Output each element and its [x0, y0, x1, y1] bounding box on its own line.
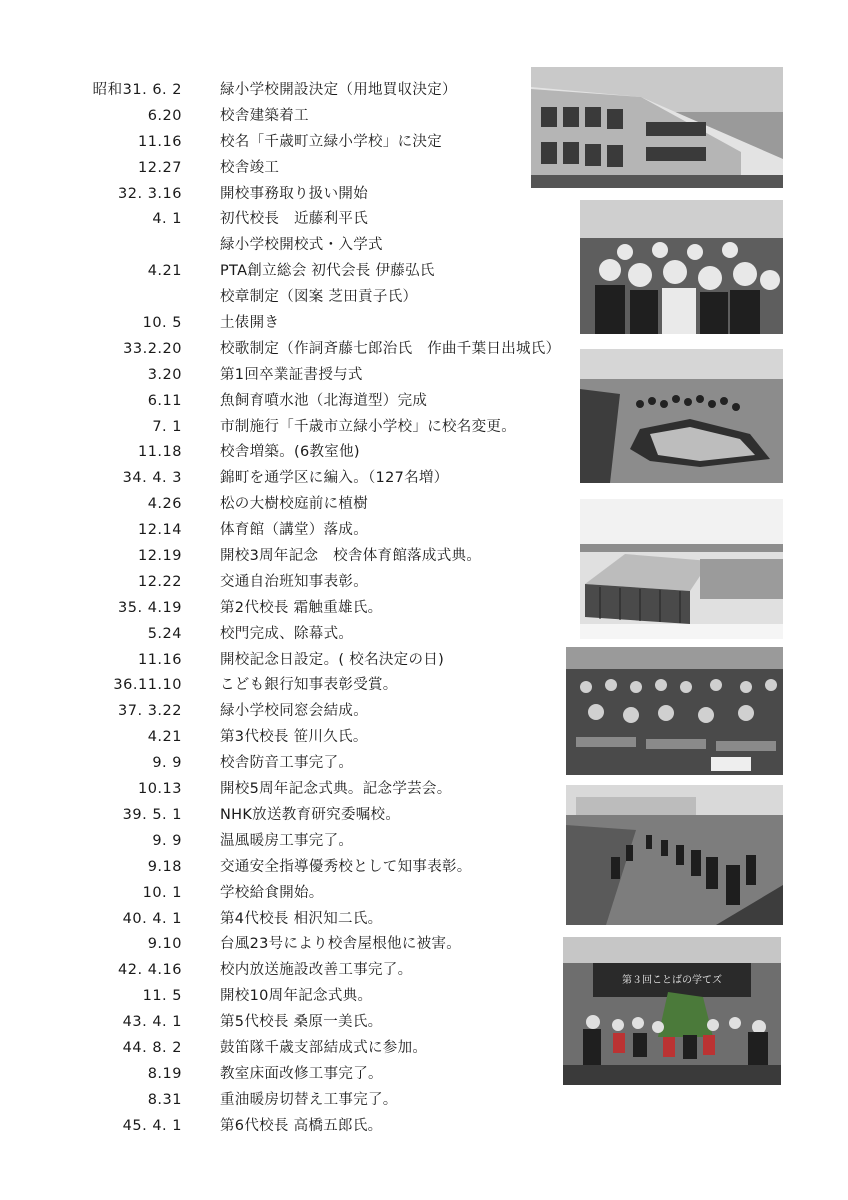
timeline-event: NHK放送教育研究委嘱校。	[220, 806, 401, 823]
timeline-date: 8.19	[147, 1065, 182, 1082]
timeline-date: 11. 5	[142, 988, 182, 1005]
timeline-event: 重油暖房切替え工事完了。	[220, 1091, 398, 1108]
fountain-pond-photo	[580, 349, 783, 483]
timeline-row	[0, 932, 560, 958]
timeline-event: 交通安全指導優秀校として知事表彰。	[220, 858, 472, 875]
timeline-event: 開校10周年記念式典。	[220, 988, 373, 1005]
classroom-photo	[566, 647, 783, 775]
timeline-date: 9.18	[147, 858, 182, 875]
timeline-date: 6.20	[147, 107, 182, 124]
timeline-row	[0, 207, 560, 233]
timeline-row	[0, 492, 560, 518]
timeline-date: 44. 8. 2	[122, 1039, 182, 1056]
timeline-event: 開校記念日設定。( 校名決定の日)	[220, 651, 445, 668]
timeline-date: 9. 9	[152, 832, 182, 849]
timeline-row	[0, 389, 560, 415]
timeline-date: 3.20	[147, 366, 182, 383]
timeline-date: 39. 5. 1	[122, 806, 182, 823]
timeline-date: 昭和31. 6. 2	[92, 82, 182, 98]
timeline-event: 第1回卒業証書授与式	[220, 366, 363, 383]
timeline-event: こども銀行知事表彰受賞。	[220, 677, 398, 694]
stage-banner-text: 第３回ことばの学てズ	[622, 975, 722, 986]
timeline-date: 4.21	[147, 263, 182, 280]
timeline-event: 校歌制定（作詞斉藤七郎治氏 作曲千葉日出城氏）	[220, 340, 561, 357]
timeline-row	[0, 363, 560, 389]
timeline-date: 43. 4. 1	[122, 1014, 182, 1031]
timeline-row	[0, 130, 560, 156]
timeline-row	[0, 596, 560, 622]
timeline-row	[0, 233, 560, 259]
timeline-row	[0, 958, 560, 984]
timeline-date: 11.18	[137, 444, 182, 461]
timeline-event: 第6代校長 高橋五郎氏。	[220, 1117, 383, 1134]
timeline-date: 5.24	[147, 625, 182, 642]
timeline-row	[0, 984, 560, 1010]
timeline-date: 34. 4. 3	[122, 470, 182, 487]
timeline-date: 9. 9	[152, 755, 182, 772]
timeline-date: 9.10	[147, 936, 182, 953]
timeline-date: 4.21	[147, 729, 182, 746]
timeline-row	[0, 1062, 560, 1088]
timeline-event: 第2代校長 霜触重雄氏。	[220, 599, 383, 616]
timeline-event: 校章制定（図案 芝田貢子氏）	[220, 289, 418, 306]
timeline-row	[0, 1036, 560, 1062]
timeline-row	[0, 673, 560, 699]
timeline-row	[0, 337, 560, 363]
timeline-row	[0, 855, 560, 881]
timeline-event: 校舎増築。(6教室他)	[220, 444, 360, 461]
timeline-event: 開校5周年記念式典。記念学芸会。	[220, 781, 452, 798]
timeline-event: 土俵開き	[220, 315, 280, 332]
timeline-row	[0, 699, 560, 725]
timeline-date: 35. 4.19	[118, 599, 182, 616]
timeline-date: 8.31	[147, 1091, 182, 1108]
timeline-row	[0, 259, 560, 285]
timeline-event: 魚飼育噴水池（北海道型）完成	[220, 392, 428, 409]
timeline-event: 校舎建築着工	[220, 107, 309, 124]
timeline-date: 12.22	[137, 573, 182, 590]
timeline-row	[0, 803, 560, 829]
timeline-row	[0, 285, 560, 311]
timeline-date: 7. 1	[152, 418, 182, 435]
timeline-event: 松の大樹校庭前に植樹	[220, 496, 368, 513]
timeline-date: 12.27	[137, 159, 182, 176]
timeline-row	[0, 1088, 560, 1114]
timeline-date: 40. 4. 1	[122, 910, 182, 927]
timeline-event: 第5代校長 桑原一美氏。	[220, 1014, 383, 1031]
timeline-row	[0, 570, 560, 596]
timeline-row	[0, 881, 560, 907]
timeline-row	[0, 725, 560, 751]
timeline-date: 32. 3.16	[118, 185, 182, 202]
timeline-row	[0, 182, 560, 208]
timeline-event: 教室床面改修工事完了。	[220, 1065, 383, 1082]
timeline-row	[0, 1010, 560, 1036]
timeline-date: 12.19	[137, 548, 182, 565]
timeline-row	[0, 777, 560, 803]
timeline-date: 11.16	[137, 651, 182, 668]
timeline-row	[0, 518, 560, 544]
timeline-event: 校内放送施設改善工事完了。	[220, 962, 413, 979]
timeline-date: 36.11.10	[113, 677, 182, 694]
timeline-event: 開校事務取り扱い開始	[220, 185, 368, 202]
timeline-date: 10. 5	[142, 315, 182, 332]
timeline-event: 初代校長 近藤利平氏	[220, 211, 368, 228]
timeline-date: 10. 1	[142, 884, 182, 901]
timeline-date: 10.13	[137, 781, 182, 798]
timeline-date: 42. 4.16	[118, 962, 182, 979]
timeline-event: 体育館（講堂）落成。	[220, 522, 368, 539]
timeline-event: 第3代校長 笹川久氏。	[220, 729, 368, 746]
timeline-event: 校門完成、除幕式。	[220, 625, 354, 642]
timeline-event: 校名「千歳町立緑小学校」に決定	[220, 133, 442, 150]
timeline-event: 緑小学校同窓会結成。	[220, 703, 368, 720]
timeline-event: 温風暖房工事完了。	[220, 832, 354, 849]
timeline-row	[0, 78, 560, 104]
timeline-row	[0, 156, 560, 182]
timeline-event: 交通自治班知事表彰。	[220, 573, 368, 590]
timeline-date: 33.2.20	[123, 340, 182, 357]
timeline-row	[0, 415, 560, 441]
timeline-date: 45. 4. 1	[122, 1117, 182, 1134]
timeline-date: 4.26	[147, 496, 182, 513]
timeline-row	[0, 1114, 560, 1140]
timeline-date: 37. 3.22	[118, 703, 182, 720]
timeline-event: 学校給食開始。	[220, 884, 324, 901]
timeline-event: 校舎竣工	[220, 159, 280, 176]
timeline-event: PTA創立総会 初代会長 伊藤弘氏	[220, 263, 435, 280]
students-walking-photo	[566, 785, 783, 925]
timeline-event: 緑小学校開校式・入学式	[220, 237, 383, 254]
timeline-event: 台風23号により校舎屋根他に被害。	[220, 936, 462, 953]
timeline-event: 開校3周年記念 校舎体育館落成式典。	[220, 548, 482, 565]
history-timeline	[0, 78, 560, 1140]
timeline-row	[0, 104, 560, 130]
gymnasium-construction-photo	[580, 499, 783, 639]
timeline-event: 鼓笛隊千歳支部結成式に参加。	[220, 1039, 428, 1056]
timeline-date: 12.14	[137, 522, 182, 539]
school-building-photo	[531, 67, 783, 188]
timeline-row	[0, 544, 560, 570]
timeline-event: 校舎防音工事完了。	[220, 755, 354, 772]
timeline-row	[0, 751, 560, 777]
timeline-event: 緑小学校開設決定（用地買収決定）	[220, 82, 457, 98]
opening-ceremony-photo	[580, 200, 783, 334]
timeline-row	[0, 829, 560, 855]
timeline-date: 11.16	[137, 133, 182, 150]
timeline-row	[0, 311, 560, 337]
timeline-event: 市制施行「千歳市立緑小学校」に校名変更。	[220, 418, 516, 435]
timeline-row	[0, 440, 560, 466]
timeline-row	[0, 907, 560, 933]
timeline-row	[0, 466, 560, 492]
timeline-row	[0, 622, 560, 648]
timeline-date: 6.11	[147, 392, 182, 409]
timeline-date: 4. 1	[152, 211, 182, 228]
timeline-row	[0, 648, 560, 674]
group-stage-photo	[563, 937, 781, 1085]
timeline-event: 第4代校長 相沢知二氏。	[220, 910, 383, 927]
timeline-event: 錦町を通学区に編入。（127名増）	[220, 470, 449, 487]
